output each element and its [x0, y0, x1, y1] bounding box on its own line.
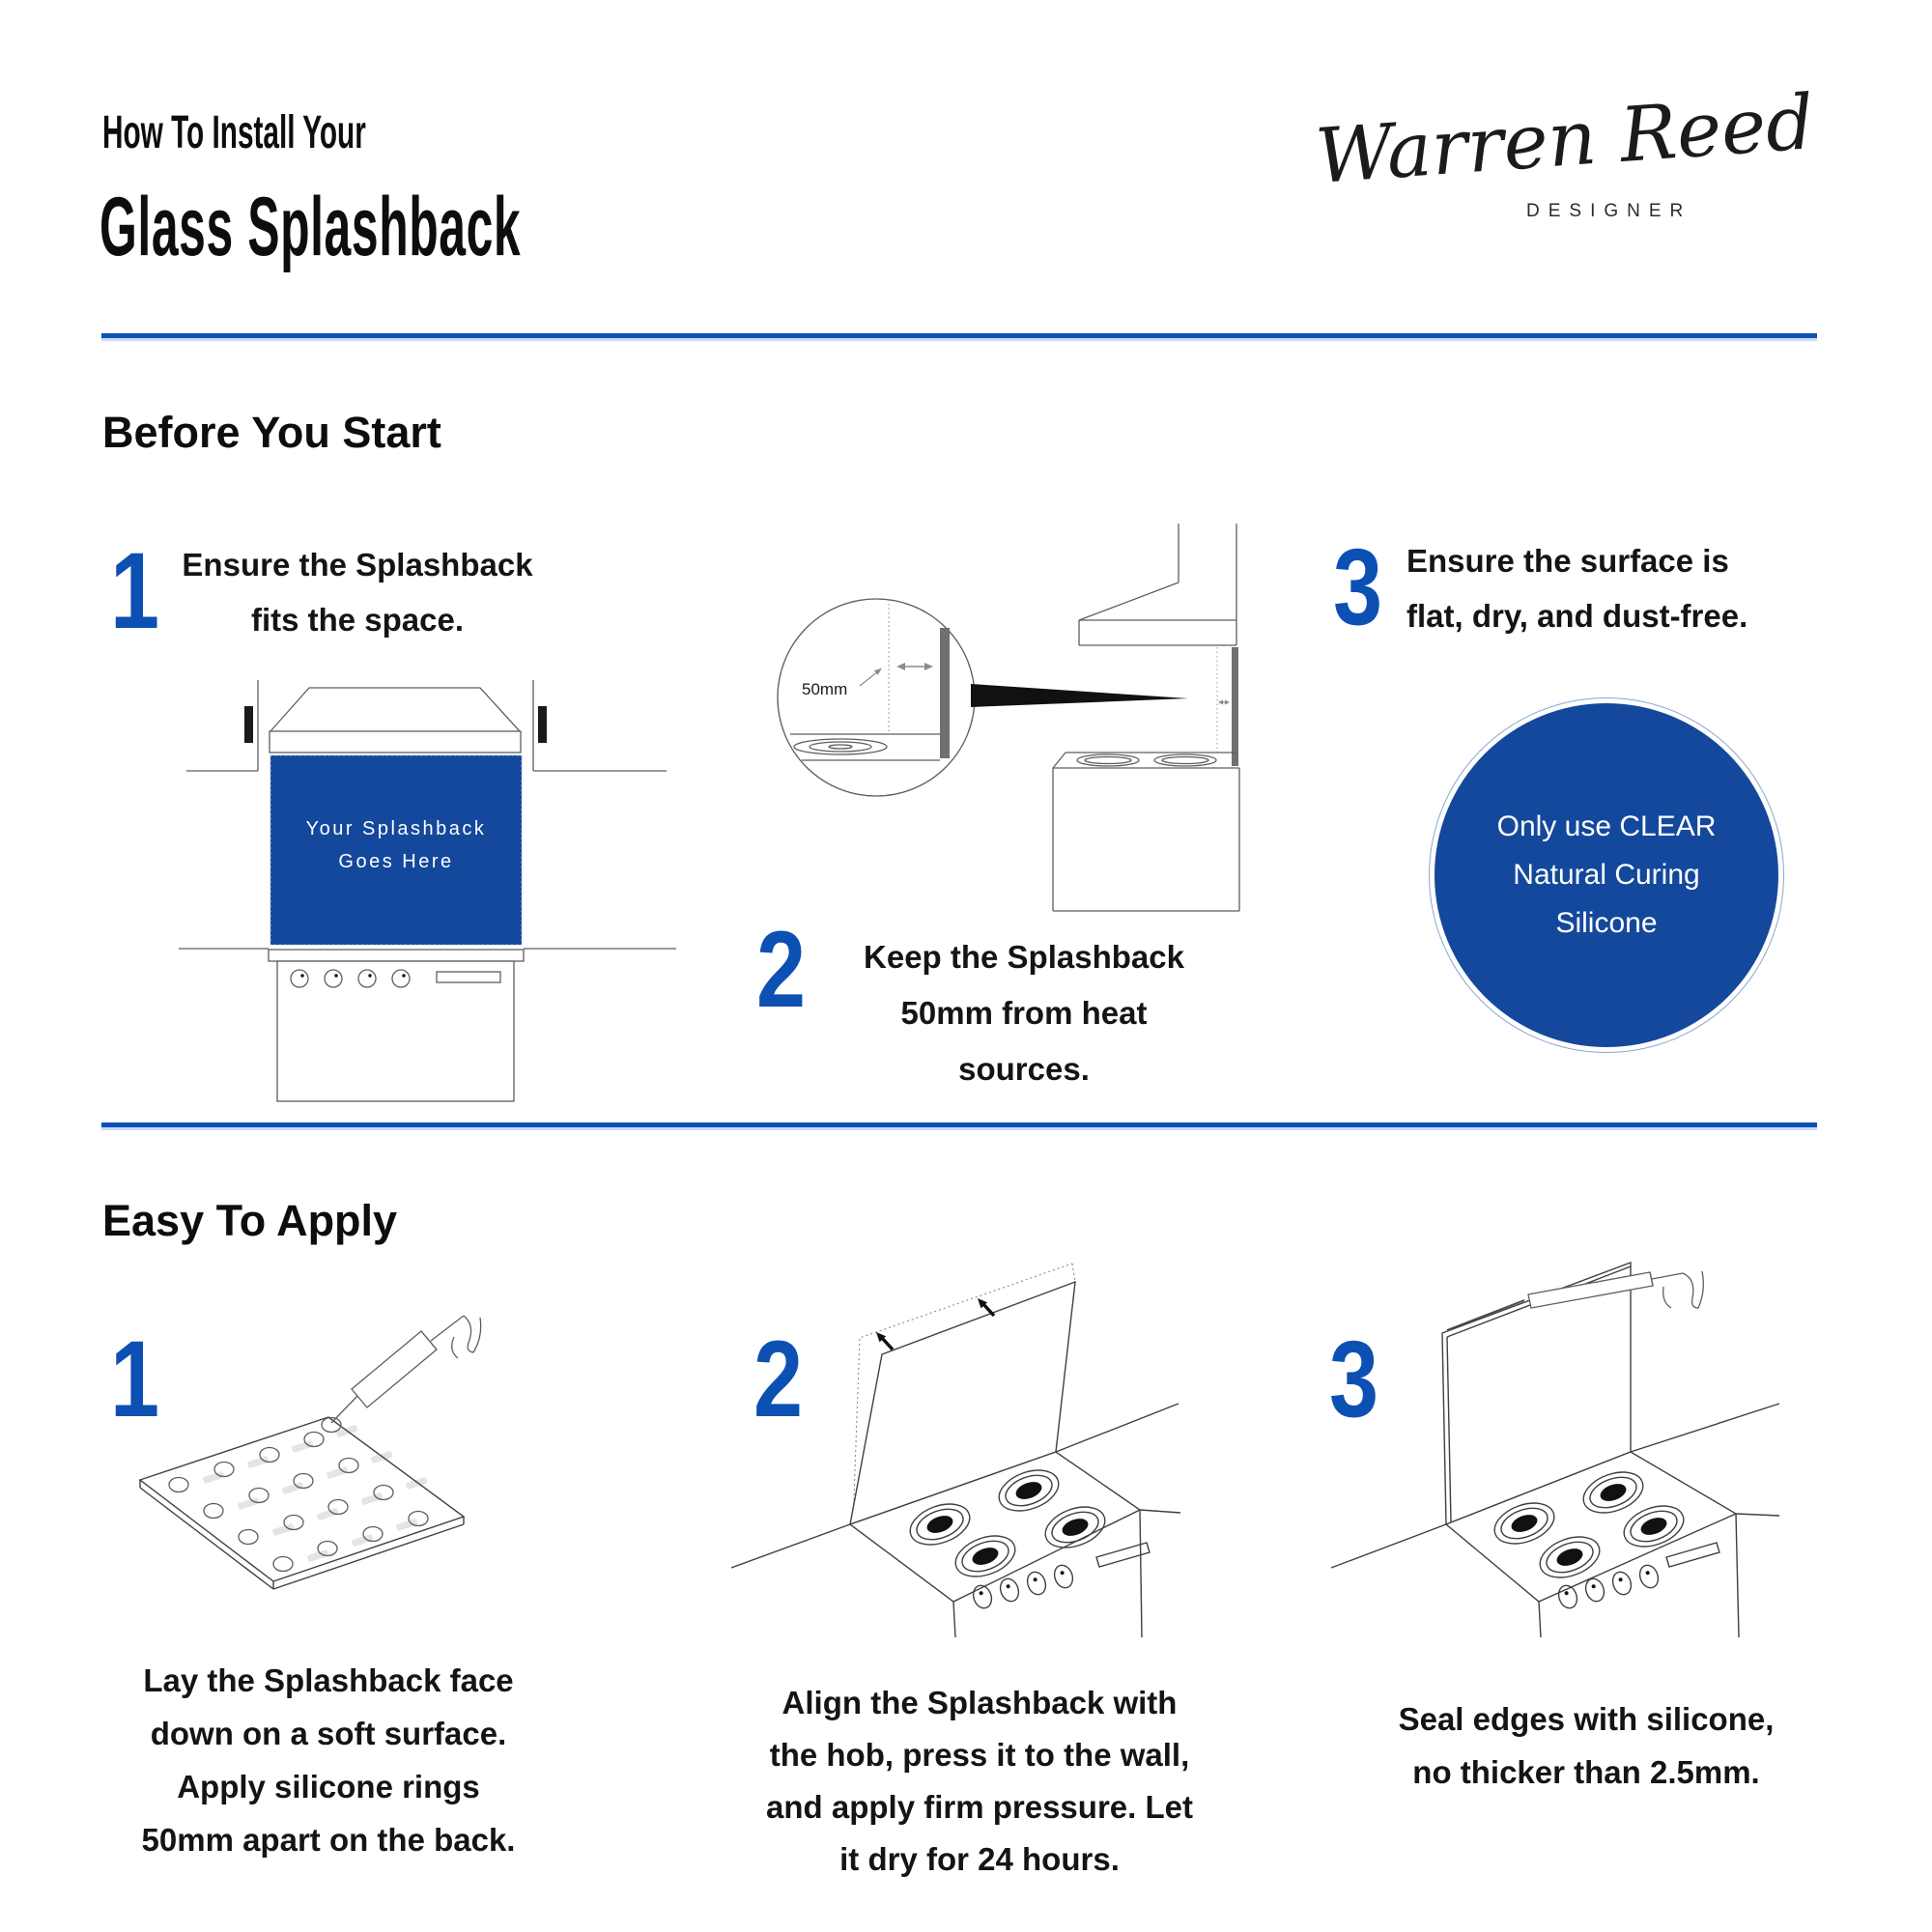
- before-step2-number: 2: [756, 909, 807, 1030]
- apply-step2-line2: the hob, press it to the wall,: [769, 1737, 1190, 1773]
- align-press-diagram: [724, 1256, 1208, 1642]
- apply-step3-line1: Seal edges with silicone,: [1398, 1701, 1775, 1737]
- page-title-line1: How To Install Your: [102, 107, 366, 158]
- apply-step2-line1: Align the Splashback with: [781, 1685, 1178, 1720]
- apply-step1-line3: Apply silicone rings: [177, 1769, 480, 1804]
- apply-step3-caption: [1335, 1692, 1837, 1799]
- section-heading-apply: Easy To Apply: [102, 1196, 398, 1245]
- apply-step2-caption: [680, 1677, 1279, 1886]
- note-line1: Only use CLEAR: [1496, 810, 1717, 842]
- apply-step1-line1: Lay the Splashback face: [143, 1662, 514, 1698]
- silicone-note-circle: [1435, 703, 1778, 1047]
- cabinet-handle-right: [538, 706, 547, 743]
- before-step2-line2: 50mm from heat: [900, 995, 1148, 1031]
- section-heading-before: Before You Start: [102, 408, 441, 457]
- before-step3-text: [1406, 533, 1909, 643]
- before-step2-line1: Keep the Splashback: [864, 939, 1184, 975]
- heat-distance-diagram: [763, 517, 1299, 927]
- logo: [1294, 79, 1835, 222]
- cabinet-handle-left: [244, 706, 253, 743]
- before-step1-text: [179, 537, 536, 647]
- apply-step2-line3: and apply firm pressure. Let: [766, 1789, 1193, 1825]
- middle-divider: [101, 1122, 1817, 1127]
- splashback-area: [270, 755, 522, 945]
- seal-edges-diagram: [1323, 1256, 1806, 1642]
- splashback-label-line1: Your Splashback: [305, 818, 487, 839]
- note-line3: Silicone: [1555, 907, 1658, 939]
- before-step3-line1: Ensure the surface is: [1406, 543, 1729, 579]
- apply-step1-caption: [87, 1654, 570, 1866]
- splashback-edge: [940, 628, 950, 758]
- splashback-panel: [140, 1417, 464, 1581]
- caulking-gun-icon: [331, 1316, 481, 1423]
- top-divider: [101, 333, 1817, 338]
- apply-step1-line2: down on a soft surface.: [150, 1716, 507, 1751]
- apply-step3-number: 3: [1329, 1319, 1379, 1439]
- splashback-label-line2: Goes Here: [338, 851, 454, 872]
- logo-subtitle: DESIGNER: [1526, 201, 1692, 221]
- before-step2-line3: sources.: [958, 1051, 1090, 1087]
- cooker-display: [1096, 1543, 1150, 1567]
- pointer-wedge: [971, 684, 1188, 707]
- press-arrow-icon: [978, 1298, 994, 1316]
- before-step1-line2: fits the space.: [250, 602, 465, 638]
- apply-step1-number: 1: [110, 1319, 160, 1439]
- before-step3-number: 3: [1333, 526, 1383, 647]
- page-title-line2: Glass Splashback: [99, 181, 522, 273]
- before-step1-number: 1: [110, 530, 160, 651]
- silicone-rings-diagram: [135, 1314, 676, 1652]
- before-step3-line2: flat, dry, and dust-free.: [1406, 598, 1748, 634]
- note-line2: Natural Curing: [1513, 859, 1700, 891]
- logo-signature: Warren Reed: [1313, 79, 1817, 201]
- fit-space-diagram: [179, 676, 676, 1106]
- cooker-display: [1666, 1543, 1719, 1567]
- apply-step2-line4: it dry for 24 hours.: [839, 1841, 1120, 1877]
- apply-step1-line4: 50mm apart on the back.: [141, 1822, 516, 1858]
- measurement-label: 50mm: [802, 680, 848, 698]
- apply-step2-number: 2: [753, 1319, 804, 1439]
- before-step2-text: [831, 929, 1217, 1097]
- hood-icon: [270, 688, 520, 731]
- press-arrow-icon: [876, 1332, 893, 1350]
- apply-step3-line2: no thicker than 2.5mm.: [1412, 1754, 1760, 1790]
- before-step1-line1: Ensure the Splashback: [182, 547, 533, 582]
